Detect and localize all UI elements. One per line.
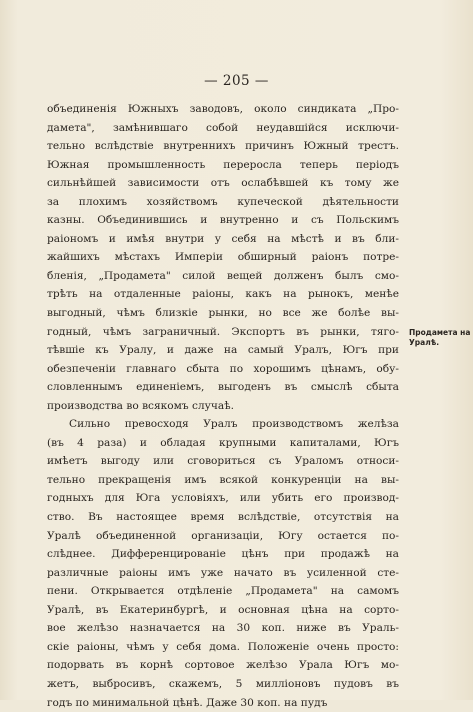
text-line: годный, чѣмъ заграничный. Экспортъ въ рынки, тяго-: [47, 323, 399, 342]
paragraph-1: [47, 100, 399, 415]
text-line: дамета", замѣнившаго собой неудавшійся исключи-: [47, 119, 399, 138]
text-line: сильнѣйшей зависимости отъ ослабѣвшей къ тому же: [47, 174, 399, 193]
text-line: вое желѣзо назначается на 30 коп. ниже въ Ураль-: [47, 619, 399, 638]
text-line: словленнымъ единеніемъ, выгоденъ въ смыслѣ сбыта: [47, 378, 399, 397]
text-line: за плохимъ хозяйствомъ купеческой дѣятельности: [47, 193, 399, 212]
text-line: раіономъ и имѣя внутри у себя на мѣстѣ и въ бли-: [47, 230, 399, 249]
margin-note-line-1: Продамета на: [409, 328, 465, 338]
text-line: Уралѣ объединенной организаціи, Югу остается по-: [47, 527, 399, 546]
text-line: подорвать въ корнѣ сортовое желѣзо Урала Югъ мо-: [47, 656, 399, 675]
text-line: тельно прекращенія имъ всякой конкуренціи на вы-: [47, 471, 399, 490]
text-line: тельно вслѣдствіе внутреннихъ причинъ Южный трестъ.: [47, 137, 399, 156]
text-line: годъ по минимальной цѣнѣ. Даже 30 коп. на пудъ: [47, 694, 399, 712]
margin-note-line-2: Уралѣ.: [409, 338, 465, 348]
text-line: жетъ, выбросивъ, скажемъ, 5 милліоновъ пудовъ въ: [47, 675, 399, 694]
text-line: слѣднее. Дифференцированіе цѣнъ при продажѣ на: [47, 545, 399, 564]
text-line: Сильно превосходя Уралъ производствомъ желѣза: [47, 415, 399, 434]
text-line: ство. Въ настоящее время вслѣдствіе, отсутствія на: [47, 508, 399, 527]
text-line: бленія, „Продамета" силой вещей долженъ былъ смо-: [47, 267, 399, 286]
text-line: выгодный, чѣмъ близкіе рынки, но все же болѣе вы-: [47, 304, 399, 323]
text-line: различные раіоны имъ уже начато въ усиленной сте-: [47, 564, 399, 583]
text-line: имѣетъ выгоду или сговориться съ Ураломъ относи-: [47, 452, 399, 471]
text-line: производства во всякомъ случаѣ.: [47, 397, 399, 416]
text-line: Уралѣ, въ Екатеринбургѣ, и основная цѣна на сорто-: [47, 601, 399, 620]
paragraph-2: [47, 415, 399, 712]
text-line: тѣвшіе къ Уралу, и даже на самый Уралъ, Югъ при: [47, 341, 399, 360]
body-text: [47, 100, 399, 712]
text-line: пени. Открывается отдѣленіе „Продамета" на самомъ: [47, 582, 399, 601]
text-line: жайшихъ мѣстахъ Имперіи обширный раіонъ потре-: [47, 248, 399, 267]
text-line: годныхъ для Юга условіяхъ, или убить его производ-: [47, 489, 399, 508]
page-number: — 205 —: [0, 73, 473, 89]
text-line: трѣть на отдаленные раіоны, какъ на рынокъ, менѣе: [47, 285, 399, 304]
text-line: (въ 4 раза) и обладая крупными капиталами, Югъ: [47, 434, 399, 453]
text-line: обезпеченіи главнаго сбыта по хорошимъ цѣнамъ, обу-: [47, 360, 399, 379]
text-line: Южная промышленность переросла теперь періодъ: [47, 156, 399, 175]
text-line: скіе раіоны, чѣмъ у себя дома. Положеніе очень просто:: [47, 638, 399, 657]
margin-note: [409, 328, 465, 348]
text-line: объединенія Южныхъ заводовъ, около синдиката „Про-: [47, 100, 399, 119]
text-line: казны. Объединившись и внутренно и съ Польскимъ: [47, 211, 399, 230]
